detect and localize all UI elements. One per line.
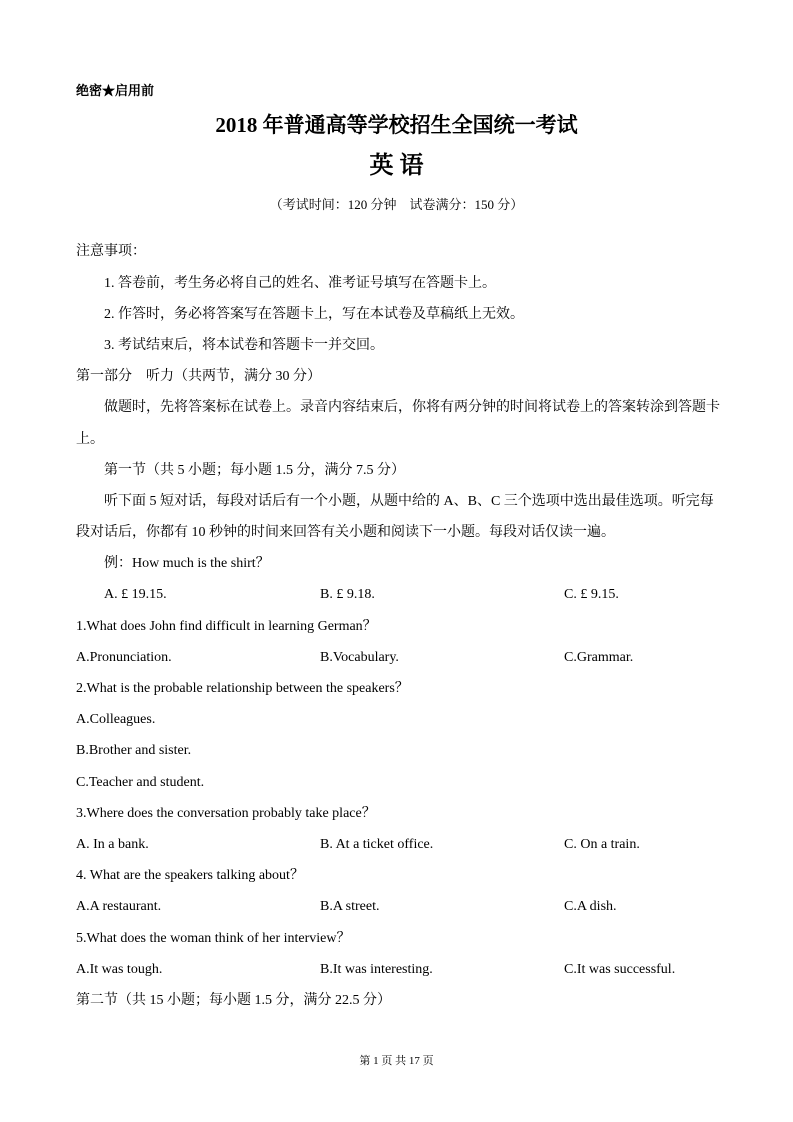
notice-item-3: 3. 考试结束后，将本试卷和答题卡一并交回。 [104,337,384,353]
part-instruction-line-1: 做题时，先将答案标在试卷上。录音内容结束后，你将有两分钟的时间将试卷上的答案转涂到答题卡 [104,400,720,416]
question-1-options [0,642,793,673]
question-1: 1.What does John find difficult in learning German？ [76,618,377,634]
confidential-label: 绝密★启用前 [76,83,155,98]
question-4: 4. What are the speakers talking about？ [76,868,304,884]
section-instruction-line-2: 段对话后，你都有 10 秒钟的时间来回答有关小题和阅读下一小题。每段对话仅读一遍。 [76,525,615,541]
question-1-option-c: C.Grammar. [564,649,634,665]
exam-title: 2018 年普通高等学校招生全国统一考试 [215,113,578,137]
example-option-b: B. £ 9.18. [320,587,375,603]
subject-title: 英 语 [369,153,424,179]
question-4-options [0,891,793,922]
question-3-option-c: C. On a train. [564,836,640,852]
question-2-option-b: B.Brother and sister. [76,743,192,759]
question-2-option-a: A.Colleagues. [76,712,156,728]
question-4-option-c: C.A dish. [564,899,617,915]
question-2-option-c: C.Teacher and student. [76,774,205,790]
question-3-option-b: B. At a ticket office. [320,836,434,852]
example-options [0,579,793,610]
question-4-option-a: A.A restaurant. [76,899,162,915]
question-3-options [0,829,793,860]
notice-heading: 注意事项： [76,244,146,260]
notice-item-1: 1. 答卷前，考生务必将自己的姓名、准考证号填写在答题卡上。 [104,275,496,291]
part-heading: 第一部分 听力（共两节，满分 30 分） [76,369,321,385]
section-heading: 第一节（共 5 小题；每小题 1.5 分，满分 7.5 分） [104,462,405,478]
exam-info: （考试时间：120 分钟 试卷满分：150 分） [269,197,524,212]
part-instruction-line-2: 上。 [76,431,104,447]
section-2-heading: 第二节（共 15 小题；每小题 1.5 分，满分 22.5 分） [76,992,391,1008]
question-3-option-a: A. In a bank. [76,836,149,852]
question-5-option-c: C.It was successful. [564,961,676,977]
question-5-options [0,954,793,985]
exam-content [0,236,793,1016]
question-1-option-b: B.Vocabulary. [320,649,399,665]
question-2: 2.What is the probable relationship between the speakers？ [76,681,409,697]
question-5-option-b: B.It was interesting. [320,961,433,977]
question-5: 5.What does the woman think of her interview？ [76,930,351,946]
question-5-option-a: A.It was tough. [76,961,163,977]
example-question: 例：How much is the shirt？ [104,556,270,572]
example-option-c: C. £ 9.15. [564,587,619,603]
notice-item-2: 2. 作答时，务必将答案写在答题卡上，写在本试卷及草稿纸上无效。 [104,306,524,322]
section-instruction-line-1: 听下面 5 短对话，每段对话后有一个小题，从题中给的 A、B、C 三个选项中选出最佳选项。听完每 [104,493,714,509]
question-4-option-b: B.A street. [320,899,380,915]
page-footer: 第 1 页 共 17 页 [359,1055,434,1067]
question-1-option-a: A.Pronunciation. [76,649,172,665]
example-option-a: A. £ 19.15. [104,587,167,603]
question-3: 3.Where does the conversation probably take place？ [76,805,376,821]
